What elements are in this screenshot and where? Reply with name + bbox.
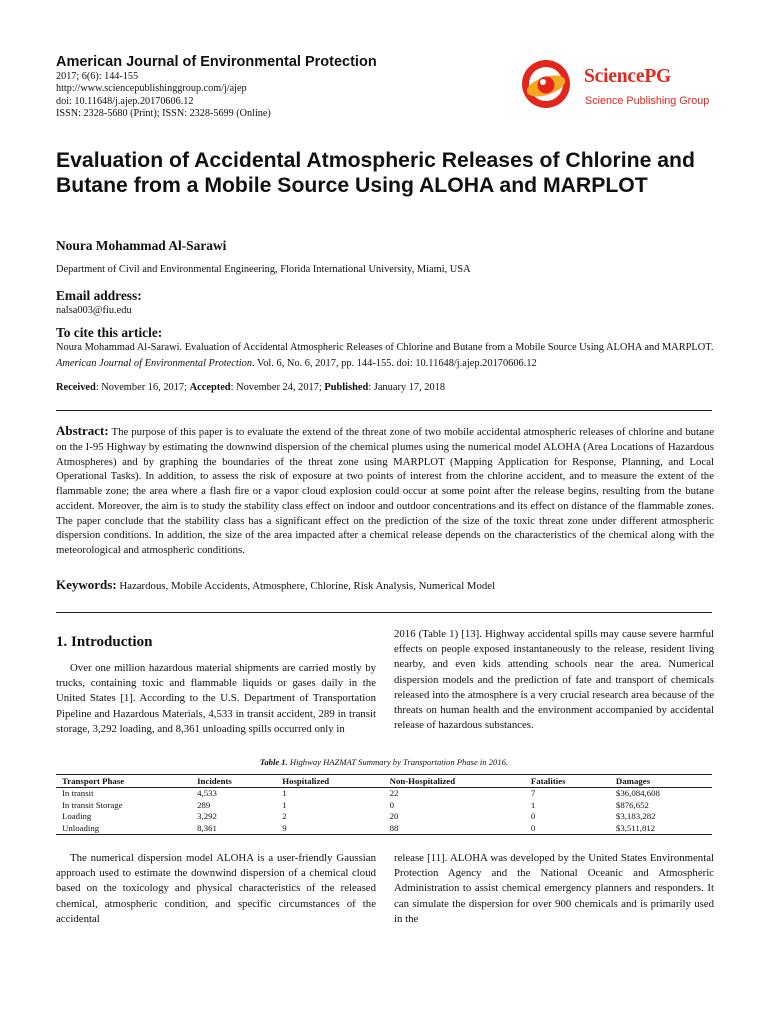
divider-bottom: [56, 612, 712, 613]
abstract: [56, 424, 714, 558]
accepted-label: Accepted: [189, 382, 231, 393]
logo-subtitle: Science Publishing Group: [585, 95, 710, 107]
table-row: [56, 788, 712, 800]
keywords-label: Keywords:: [56, 577, 117, 592]
table-cell: In transit: [62, 788, 94, 799]
table-row: [56, 800, 712, 812]
journal-url[interactable]: http://www.sciencepublishinggroup.com/j/ajep: [56, 83, 247, 95]
journal-name: American Journal of Environmental Protection: [56, 54, 377, 70]
table-header-cell: Fatalities: [525, 775, 610, 788]
citation-journal: American Journal of Environmental Protection: [56, 357, 253, 369]
table-cell: Unloading: [56, 823, 191, 835]
table-cell: 3,292: [197, 811, 217, 822]
published-label: Published: [324, 382, 369, 393]
table-cell: 1: [282, 799, 287, 810]
table-caption-label: Table 1.: [259, 757, 288, 767]
table-header-cell: Non-Hospitalized: [384, 775, 525, 788]
table-cell: 2: [282, 811, 287, 822]
hazmat-table: [56, 774, 712, 835]
table-header-row: [56, 775, 712, 788]
table-cell: $3,183,282: [615, 811, 656, 822]
table-cell: 0: [530, 811, 536, 822]
email-heading: Email address:: [56, 288, 142, 303]
journal-volume: 2017; 6(6): 144-155: [56, 71, 139, 82]
citation-text-start: Noura Mohammad Al-Sarawi. Evaluation of Accidental Atmospheric Releases of Chlorine and Butane from a Mobile Source Using ALOHA and MARPLOT.: [56, 342, 714, 353]
table-header-cell: Incidents: [191, 775, 276, 788]
published-date: : January 17, 2018: [368, 382, 446, 393]
accepted-date: : November 24, 2017;: [230, 382, 325, 393]
intro-paragraph-continued: 2016 (Table 1) [13]. Highway accidental spills may cause severe harmful effects on people exposed instantaneously to the release, resident living nearby, and even kids attending schools near the area. Numerical dispersion models and the prediction of fate and transport of chemicals released into the atmosphere is a very crucial research area because of the threats on human health and the environment accompanied by accidental release of hazardous substances.: [394, 628, 714, 732]
divider-top: [56, 410, 712, 411]
table-header-cell: Hospitalized: [276, 775, 383, 788]
table-caption: [56, 757, 712, 767]
author-name: Noura Mohammad Al-Sarawi: [56, 238, 227, 253]
table-cell: In transit Storage: [62, 799, 123, 810]
table-cell: 8,361: [191, 823, 276, 835]
table-cell: Loading: [62, 811, 92, 822]
abstract-label: Abstract:: [56, 423, 109, 438]
received-label: Received: [56, 382, 96, 393]
table-cell: 7: [530, 788, 536, 799]
received-date: : November 16, 2017;: [95, 382, 190, 393]
aloha-paragraph-continued: release [11]. ALOHA was developed by the United States Environmental Protection Agency and the National Oceanic and Atmospheric Administration to assist chemical emergency planners and responders. It can simulate the dispersion for over 900 chemicals and is primarily used in the: [394, 852, 714, 925]
aloha-paragraph: The numerical dispersion model ALOHA is a user-friendly Gaussian approach used to estimate the downwind dispersion of a chemical cloud based on the toxicology and physical characteristics of the released chemical, atmospheric condition, and specific circumstances of the accidental: [56, 852, 376, 925]
table-row: [56, 811, 712, 823]
intro-paragraph-1: Over one million hazardous material shipments are carried mostly by trucks, containing toxic and flammable liquids or gases daily in the United States [1]. According to the U.S. Department of Transportation Pipeline and Hazardous Materials, 4,533 in transit accident, 289 in transit storage, 3,292 loading, and 8,361 unloading spills occurred only in: [56, 662, 376, 735]
citation-text-end: . Vol. 6, No. 6, 2017, pp. 144-155. doi: 10.11648/j.ajep.20170606.12: [252, 357, 537, 369]
journal-issn: ISSN: 2328-5680 (Print); ISSN: 2328-5699 (Online): [56, 107, 271, 119]
table-cell: $3,511,812: [610, 823, 712, 835]
journal-meta: [56, 71, 271, 120]
table-cell: 88: [384, 823, 525, 835]
table-cell: 289: [197, 799, 211, 810]
table-cell: 0: [389, 799, 395, 810]
table-cell: 1: [282, 788, 287, 799]
keywords-text: Hazardous, Mobile Accidents, Atmosphere, Chlorine, Risk Analysis, Numerical Model: [119, 580, 496, 592]
section-heading-introduction: 1. Introduction: [56, 634, 153, 650]
logo-wordmark: SciencePG: [584, 66, 672, 87]
keywords: [56, 577, 714, 593]
table-cell: 22: [389, 788, 399, 799]
paper-title: Evaluation of Accidental Atmospheric Releases of Chlorine and Butane from a Mobile Source Using ALOHA and MARPLOT: [56, 149, 695, 197]
table-header-cell: Transport Phase: [56, 775, 191, 788]
citation-text: [56, 340, 716, 371]
table-row: [56, 823, 712, 835]
table-cell: 4,533: [197, 788, 217, 799]
table-caption-text: Highway HAZMAT Summary by Transportation Phase in 2016.: [287, 757, 509, 767]
table-cell: $36,084,608: [615, 788, 660, 799]
publication-dates: [56, 382, 445, 393]
author-email[interactable]: nalsa003@fiu.edu: [56, 305, 132, 316]
cite-heading: To cite this article:: [56, 325, 163, 340]
abstract-text: The purpose of this paper is to evaluate the extend of the threat zone of two mobile accidental atmospheric releases of chlorine and butane on the I-95 Highway by estimating the downwind dispersion of the chemical plumes using the numerical model ALOHA (Area Locations of Hazardous Atmospheres) and by graphing the boundaries of the threat zone using MARPLOT (Mapping Application for Response, Planning, and Local Operational Tasks). In addition, to assess the risk of exposure at two points of interest from the chlorine accident, and to measure the extent of the flammable zone; the area where a flash fire or a vapor cloud explosion could occur at some point after the release begins, resulting from the butane accident. Moreover, the aim is to study the stability class effect on indoor and outdoor concentrations and its effect on distance of the flammable zones. The paper conclude that the stability class has a significant effect on the prediction of the size of the toxic threat zone under different atmospheric dispersion conditions. In addition, the size of the area impacted after a chemical release depends on the characteristics of the chemical along with the meteorological and atmospheric conditions.: [56, 426, 714, 556]
table-cell: $876,652: [615, 799, 649, 810]
journal-doi[interactable]: doi: 10.11648/j.ajep.20170606.12: [56, 95, 194, 107]
table-cell: 0: [525, 823, 610, 835]
table-cell: 20: [389, 811, 399, 822]
table-cell: 9: [276, 823, 383, 835]
author-affiliation: Department of Civil and Environmental Engineering, Florida International University, Miami, USA: [56, 264, 471, 275]
table-header-cell: Damages: [610, 775, 712, 788]
table-cell: 1: [530, 799, 536, 810]
